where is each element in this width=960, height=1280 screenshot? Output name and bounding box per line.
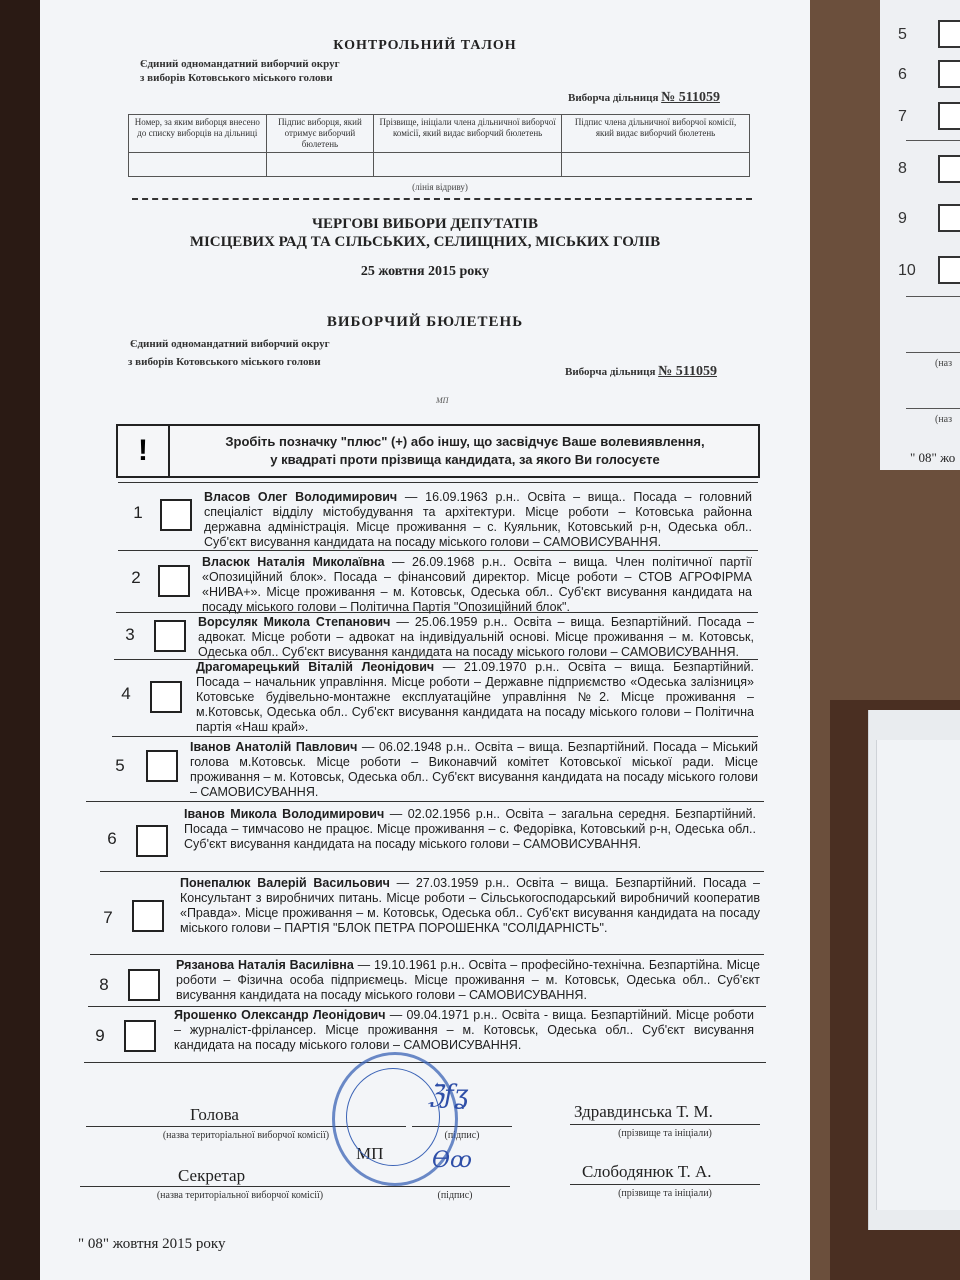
candidate-name: Драгомарецький Віталій Леонідович [196, 660, 435, 674]
stub-precinct-number: № 511059 [661, 90, 720, 105]
row-separator [100, 871, 764, 872]
exclamation-icon: ! [118, 426, 170, 476]
election-title-line1: ЧЕРГОВІ ВИБОРИ ДЕПУТАТІВ [312, 216, 538, 232]
secretary-commission-line [80, 1186, 400, 1187]
bg-candidate-number: 8 [898, 160, 907, 177]
row-separator [116, 612, 758, 613]
bg-vote-box [938, 60, 960, 88]
bg-vote-box [938, 256, 960, 284]
candidate-number: 7 [103, 908, 113, 927]
bg-candidate-number: 10 [898, 262, 916, 279]
district-line2: з виборів Котовського міського голови [128, 356, 321, 368]
bg-vote-box [938, 102, 960, 130]
district-line1: Єдиний одномандатний виборчий округ [130, 338, 330, 350]
candidate-details: — 06.02.1948 р.н.. Освіта – вища. Безпартійний. Посада – Міський голова м.Котовськ. Місце роботи – Виконавчий комітет Котовської міської ради. Місце проживання – м. Котовськ, Одеська обл.. Суб'єкт висування кандидата на посаду міського голови – САМОВИСУВАННЯ. [190, 740, 758, 799]
chair-handwritten-signature-icon: ℨƒʓ [428, 1080, 469, 1110]
bg-row-line [906, 140, 960, 141]
candidate-number: 4 [121, 684, 131, 703]
row-separator [118, 550, 758, 551]
stub-precinct-label: Виборча дільниця [568, 92, 659, 104]
candidate-name: Власюк Наталія Миколаївна [202, 555, 385, 569]
candidate-entry [198, 615, 754, 660]
row-separator [118, 482, 758, 483]
bg-date: " 08" жо [910, 450, 956, 465]
stub-district-line1: Єдиний одномандатний виборчий округ [140, 58, 340, 70]
precinct-number: № 511059 [658, 364, 717, 379]
candidate-entry [180, 876, 760, 936]
candidate-number: 5 [115, 756, 125, 775]
ballot-title: ВИБОРЧИЙ БЮЛЕТЕНЬ [326, 314, 524, 330]
candidate-details: — 27.03.1959 р.н.. Освіта – вища. Безпартійний. Посада – Консультант з виробничих питань. Місце роботи – Сільськогосподарський виробничий кооператив «Правда». Місце проживання – м. Котовськ, Одеська обл.. Суб'єкт висування кандидата на посаду міського голови – ПАРТІЯ "БЛОК ПЕТРА ПОРОШЕНКА "СОЛІДАРНІСТЬ". [180, 876, 760, 935]
stub-col-voter-signature: Підпис виборця, який отримує виборчий бюлетень [266, 115, 374, 153]
tear-line [132, 198, 752, 200]
candidate-entry [202, 555, 752, 615]
row-separator [86, 801, 764, 802]
candidate-number: 8 [99, 975, 109, 994]
secretary-label: Секретар [178, 1166, 246, 1185]
instruction-line1: Зробіть позначку "плюс" (+) або іншу, що засвідчує Ваше волевиявлення, [225, 434, 705, 449]
stub-table [128, 114, 750, 177]
chair-name-line [570, 1124, 760, 1125]
bg-sign-line [906, 408, 960, 409]
candidate-details: — 02.02.1956 р.н.. Освіта – загальна середня. Безпартійний. Посада – тимчасово не працює. Місце проживання – с. Федорівка, Котовський р-н, Одеська обл.. Суб'єкт висування кандидата на посаду міського голови – САМОВИСУВАННЯ. [184, 807, 756, 851]
election-date: 25 жовтня 2015 року [360, 264, 490, 279]
vote-checkbox[interactable] [160, 499, 192, 531]
candidate-number: 1 [133, 503, 143, 522]
candidate-entry [204, 490, 752, 550]
chair-commission-caption: (назва територіальної виборчої комісії) [162, 1130, 330, 1141]
secretary-handwritten-signature-icon: Ѳꝏ [432, 1148, 473, 1173]
candidate-details: — 26.09.1968 р.н.. Освіта – вища. Член політичної партії «Опозиційний блок». Посада – фінансовий директор. Місце роботи – СТОВ АГРОФІРМА «НИВА+». Місце проживання – м. Котовськ, Одеська обл.. Суб'єкт висування кандидата на посаду міського голови – Політична Партія "Опозиційний блок". [202, 555, 752, 614]
bg-candidate-number: 5 [898, 26, 907, 43]
stub-cell[interactable] [374, 153, 562, 177]
ballot-stack-sheet [876, 740, 960, 1210]
candidate-entry [184, 807, 756, 852]
vote-checkbox[interactable] [154, 620, 186, 652]
vote-checkbox[interactable] [136, 825, 168, 857]
background-ballot-sheet [880, 0, 960, 470]
candidate-details: — 19.10.1961 р.н.. Освіта – професійно-технічна. Безпартійна. Місце роботи – Фізична особа підприємець. Місце проживання – м. Котовськ, Одеська обл.. Суб'єкт висування кандидата на посаду міського голови – САМОВИСУВАННЯ. [176, 958, 760, 1002]
stub-cell[interactable] [562, 153, 750, 177]
secretary-name: Слободянюк Т. А. [582, 1162, 712, 1181]
precinct-label: Виборча дільниця [565, 366, 656, 378]
candidate-entry [174, 1008, 754, 1053]
ballot-paper [40, 0, 810, 1280]
candidate-number: 6 [107, 829, 117, 848]
tear-line-label: (лінія відриву) [412, 182, 468, 192]
stub-cell[interactable] [266, 153, 374, 177]
candidate-name: Ворсуляк Микола Степанович [198, 615, 391, 629]
candidate-name: Іванов Анатолій Павлович [190, 740, 358, 754]
row-separator [88, 1006, 766, 1007]
bg-sign-line [906, 352, 960, 353]
candidate-name: Ярошенко Олександр Леонідович [174, 1008, 386, 1022]
vote-checkbox[interactable] [150, 681, 182, 713]
secretary-commission-caption: (назва територіальної виборчої комісії) [156, 1190, 324, 1201]
candidate-number: 2 [131, 568, 141, 587]
bg-vote-box [938, 204, 960, 232]
stub-col-voter-number: Номер, за яким виборця внесено до списку виборців на дільниці [129, 115, 267, 153]
candidate-name: Понепалюк Валерій Васильович [180, 876, 390, 890]
row-separator [112, 736, 758, 737]
stub-col-member-signature: Підпис члена дільничної виборчої комісії, який видає виборчий бюлетень [562, 115, 750, 153]
candidate-entry [190, 740, 758, 800]
candidate-name: Рязанова Наталія Василівна [176, 958, 354, 972]
instruction-box [116, 424, 760, 478]
secretary-signature-caption: (підпис) [437, 1190, 473, 1201]
bg-caption: (наз [935, 358, 953, 369]
chair-name-caption: (прізвище та ініціали) [618, 1128, 712, 1139]
mp-mark: МП [436, 396, 449, 405]
candidate-entry [196, 660, 754, 735]
candidate-details: — 21.09.1970 р.н.. Освіта – вища. Безпартійний. Посада – начальник управління. Місце роботи – Державне підприємство «Одеська залізниця» Котовське будівельно-монтажне експлуатаційне управління №2. Місце проживання – м.Котовськ, Одеська обл.. Суб'єкт висування кандидата на посаду міського голови – Політична партія «Наш край». [196, 660, 754, 734]
vote-checkbox[interactable] [132, 900, 164, 932]
candidate-name: Власов Олег Володимирович [204, 490, 398, 504]
stub-title: КОНТРОЛЬНИЙ ТАЛОН [333, 38, 517, 53]
vote-checkbox[interactable] [146, 750, 178, 782]
stub-cell[interactable] [129, 153, 267, 177]
candidate-name: Іванов Микола Володимирович [184, 807, 385, 821]
row-separator [90, 954, 764, 955]
chair-signature-caption: (підпис) [444, 1130, 480, 1141]
instruction-line2: у квадраті проти прізвища кандидата, за якого Ви голосуєте [270, 452, 660, 467]
issue-date: " 08" жовтня 2015 року [78, 1236, 226, 1252]
candidate-details: — 16.09.1963 р.н.. Освіта – вища.. Посада – головний спеціаліст відділу містобудування та архітектури. Місце роботи – Котовська районна державна адміністрація. Місце проживання – с. Куяльник, Котовський р-н, Одеська обл.. Суб'єкт висування кандидата на посаду міського голови – САМОВИСУВАННЯ. [204, 490, 752, 549]
vote-checkbox[interactable] [158, 565, 190, 597]
secretary-signature-line [400, 1186, 510, 1187]
bg-row-line [906, 296, 960, 297]
bg-vote-box [938, 20, 960, 48]
candidate-entry [176, 958, 760, 1003]
secretary-name-line [570, 1184, 760, 1185]
vote-checkbox[interactable] [128, 969, 160, 1001]
chair-label: Голова [190, 1105, 239, 1124]
commission-stamp-inner-icon [346, 1068, 440, 1166]
bg-caption: (наз [935, 414, 953, 425]
secretary-name-caption: (прізвище та ініціали) [618, 1188, 712, 1199]
candidate-details: — 09.04.1971 р.н.. Освіта - вища. Безпартійний. Місце роботи – журналіст-фрілансер. Місце проживання – м. Котовськ, Одеська обл.. Суб'єкт висування кандидата на посаду міського голови – САМОВИСУВАННЯ. [174, 1008, 754, 1052]
election-title-line2: МІСЦЕВИХ РАД ТА СІЛЬСЬКИХ, СЕЛИЩНИХ, МІСЬКИХ ГОЛІВ [189, 234, 661, 250]
candidate-number: 9 [95, 1026, 105, 1045]
chair-name: Здравдинська Т. М. [574, 1102, 713, 1121]
stamp-mp: МП [356, 1144, 384, 1163]
bg-candidate-number: 6 [898, 66, 907, 83]
candidate-details: — 25.06.1959 р.н.. Освіта – вища. Безпартійний. Посада – адвокат. Місце роботи – адвокат на індивідуальній основі. Місце проживання – м. Котовськ, Одеська обл.. Суб'єкт висування кандидата на посаду міського голови – САМОВИСУВАННЯ. [198, 615, 754, 659]
vote-checkbox[interactable] [124, 1020, 156, 1052]
candidate-number: 3 [125, 625, 135, 644]
bg-candidate-number: 7 [898, 108, 907, 125]
bg-candidate-number: 9 [898, 210, 907, 227]
stub-col-member-name: Прізвище, ініціали члена дільничної виборчої комісії, який видає виборчий бюлетень [374, 115, 562, 153]
bg-vote-box [938, 155, 960, 183]
stub-district-line2: з виборів Котовського міського голови [140, 72, 333, 84]
